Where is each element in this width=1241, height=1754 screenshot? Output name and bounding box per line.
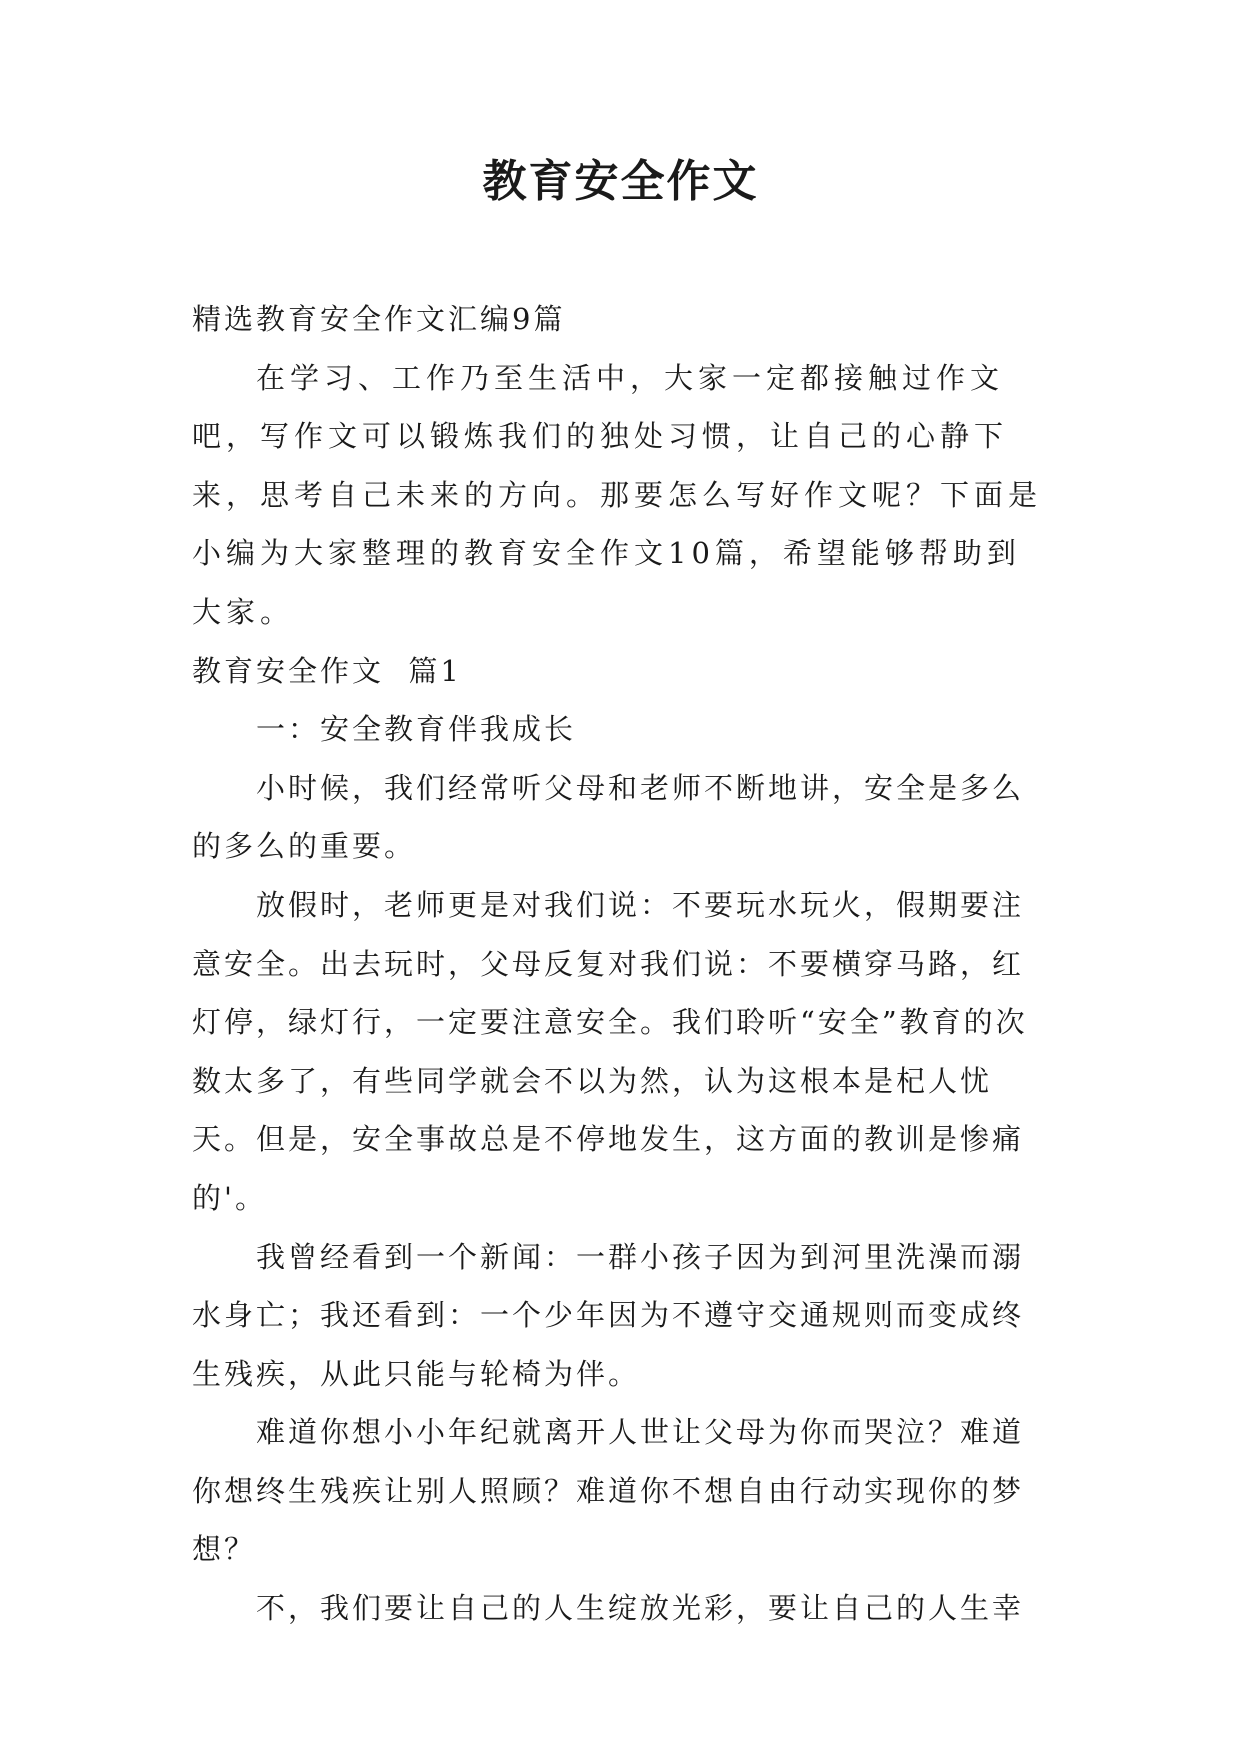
intro-paragraph: 在学习、工作乃至生活中，大家一定都接触过作文吧，写作文可以锻炼我们的独处习惯，让自己的心静下来，思考自己未来的方向。那要怎么写好作文呢？下面是小编为大家整理的教育安全作文10篇，希望能够帮助到大家。 — [192, 360, 1043, 629]
section-heading: 教育安全作文 篇1 — [192, 653, 462, 688]
document-subtitle: 精选教育安全作文汇编9篇 — [192, 302, 566, 336]
body-paragraph: 难道你想小小年纪就离开人世让父母为你而哭泣？难道你想终生残疾让别人照顾？难道你不想自由行动实现你的梦想？ — [192, 1415, 1025, 1567]
body-paragraph: 不，我们要让自己的人生绽放光彩，要让自己的人生幸 — [256, 1591, 1025, 1626]
essay-subheading: 一：安全教育伴我成长 — [256, 712, 577, 747]
document-title: 教育安全作文 — [482, 156, 759, 207]
document-body — [192, 290, 1052, 1638]
body-paragraph: 放假时，老师更是对我们说：不要玩水玩火，假期要注意安全。出去玩时，父母反复对我们说：不要横穿马路，红灯停，绿灯行，一定要注意安全。我们聆听“安全”教育的次数太多了，有些同学就会不以为然，认为这根本是杞人忧天。但是，安全事故总是不停地发生，这方面的教训是惨痛的'。 — [192, 887, 1028, 1215]
body-paragraph: 我曾经看到一个新闻：一群小孩子因为到河里洗澡而溺水身亡；我还看到：一个少年因为不遵守交通规则而变成终生残疾，从此只能与轮椅为伴。 — [192, 1239, 1025, 1391]
body-paragraph: 小时候，我们经常听父母和老师不断地讲，安全是多么的多么的重要。 — [192, 770, 1025, 864]
